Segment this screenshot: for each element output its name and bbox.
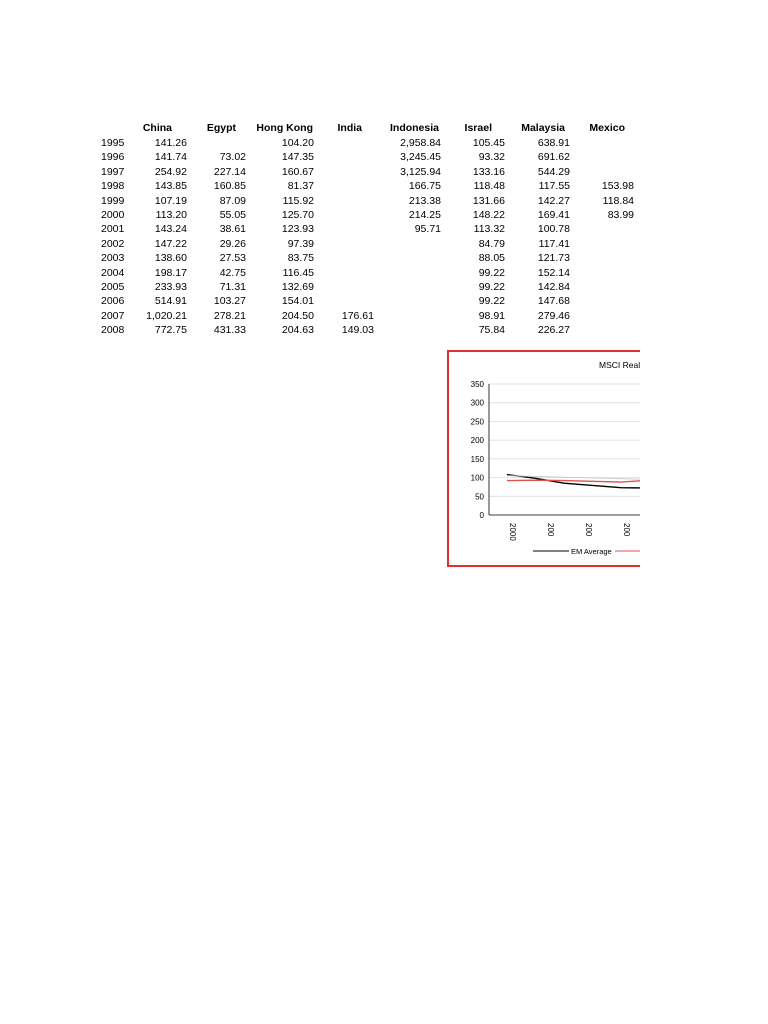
table-cell: 81.37 [287,180,314,193]
table-cell: 153.98 [601,180,634,193]
table-cell: 1,020.21 [146,309,187,322]
table-cell: 198.17 [154,266,187,279]
y-tick-label: 200 [470,436,484,446]
table-cell: 133.16 [472,165,505,178]
table-cell: 160.67 [281,165,314,178]
column-header: Malaysia [521,122,565,134]
table-cell: 29.26 [219,237,246,250]
table-cell: 147.68 [537,295,570,308]
table-cell: 142.84 [537,281,570,293]
table-cell: 121.73 [537,252,570,265]
x-tick-label: 200 [622,523,631,537]
table-cell: 148.22 [472,209,505,221]
row-year: 2000 [101,209,125,221]
chart-title: MSCI Real [599,360,640,370]
table-cell: 107.19 [154,194,187,207]
row-year: 1997 [101,165,125,178]
table-cell: 98.91 [478,309,505,322]
table-cell: 169.41 [537,209,570,221]
table-cell: 132.69 [281,281,314,293]
table-cell: 3,245.45 [400,151,441,164]
column-header: India [337,122,362,134]
table-cell: 154.01 [281,295,314,308]
table-cell: 99.22 [478,281,505,293]
row-year: 2001 [101,223,125,236]
table-cell: 227.14 [213,165,246,178]
table-cell: 2,958.84 [400,137,441,149]
table-cell: 105.45 [472,137,505,149]
table-cell: 75.84 [478,324,505,337]
table-cell: 83.99 [607,209,634,221]
y-tick-label: 250 [470,417,484,427]
table-cell: 87.09 [219,194,246,207]
table-cell: 142.27 [537,194,570,207]
row-year: 2004 [101,266,125,279]
y-tick-label: 50 [475,492,484,502]
column-header: China [142,122,172,134]
table-cell: 772.75 [154,324,187,337]
row-year: 2002 [101,237,125,250]
table-cell: 131.66 [472,194,505,207]
table-cell: 514.91 [154,295,187,308]
table-cell: 113.20 [155,209,187,221]
table-cell: 166.75 [408,180,441,193]
table-cell: 42.75 [219,266,246,279]
table-cell: 27.53 [219,252,246,265]
column-header: Israel [464,122,492,134]
y-tick-label: 350 [470,380,484,389]
table-cell: 152.14 [537,266,570,279]
table-cell: 118.84 [602,194,634,207]
table-cell: 117.41 [538,237,570,250]
table-cell: 143.85 [154,180,187,193]
row-year: 2007 [101,309,125,322]
column-header: Mexico [589,122,625,134]
table-cell: 278.21 [213,309,246,322]
x-tick-label: 2000 [508,523,517,541]
table-cell: 147.22 [154,237,187,250]
table-cell: 141.74 [154,151,187,164]
table-cell: 103.27 [213,295,246,308]
table-cell: 99.22 [478,266,505,279]
table-cell: 214.25 [408,209,441,221]
row-year: 1998 [101,180,125,193]
row-year: 2003 [101,252,125,265]
table-cell: 113.32 [473,223,505,236]
table-cell: 691.62 [537,151,570,164]
table-cell: 73.02 [219,151,246,164]
table-cell: 55.05 [219,209,246,221]
y-tick-label: 150 [470,454,484,464]
table-cell: 160.85 [213,180,246,193]
x-tick-label: 200 [546,523,555,537]
table-cell: 118.48 [473,180,505,193]
row-year: 1995 [101,137,125,149]
chart-object[interactable] [447,350,640,567]
table-cell: 38.61 [219,223,246,236]
row-year: 1999 [101,194,125,207]
y-tick-label: 0 [479,511,484,520]
table-cell: 431.33 [213,324,246,337]
x-tick-label: 200 [584,523,593,537]
table-cell: 83.75 [287,252,314,265]
table-cell: 3,125.94 [400,165,441,178]
y-tick-label: 300 [470,398,484,408]
row-year: 2008 [101,324,125,337]
table-cell: 93.32 [478,151,505,164]
table-cell: 115.92 [282,194,314,207]
table-cell: 123.93 [281,223,314,236]
row-year: 2006 [101,295,125,308]
legend-label-em-average: EM Average [571,547,612,556]
table-cell: 204.63 [281,324,314,337]
table-cell: 117.55 [538,180,570,193]
table-cell: 84.79 [478,237,505,250]
table-cell: 213.38 [408,194,441,207]
table-cell: 100.78 [537,223,570,236]
table-cell: 226.27 [537,324,570,337]
table-cell: 254.92 [154,165,187,178]
table-cell: 125.70 [281,209,314,221]
column-header: Egypt [206,122,236,134]
table-cell: 71.31 [219,281,246,293]
table-cell: 638.91 [537,137,570,149]
table-cell: 279.46 [537,309,570,322]
table-cell: 544.29 [537,165,570,178]
table-cell: 104.20 [281,137,314,149]
table-cell: 149.03 [341,324,374,337]
row-year: 2005 [101,281,125,293]
y-tick-label: 100 [470,473,484,483]
table-cell: 99.22 [478,295,505,308]
table-cell: 88.05 [478,252,505,265]
table-cell: 116.45 [282,266,314,279]
table-cell: 141.26 [154,137,187,149]
table-cell: 176.61 [341,309,374,322]
column-header: Indonesia [389,122,439,134]
line-chart [449,352,640,567]
table-cell: 233.93 [154,281,187,293]
table-cell: 97.39 [287,237,314,250]
table-cell: 95.71 [414,223,441,236]
row-year: 1996 [101,151,125,164]
column-header: Hong Kong [256,122,313,134]
table-cell: 147.35 [281,151,314,164]
table-cell: 138.60 [154,252,187,265]
table-cell: 143.24 [154,223,187,236]
table-cell: 204.50 [281,309,314,322]
